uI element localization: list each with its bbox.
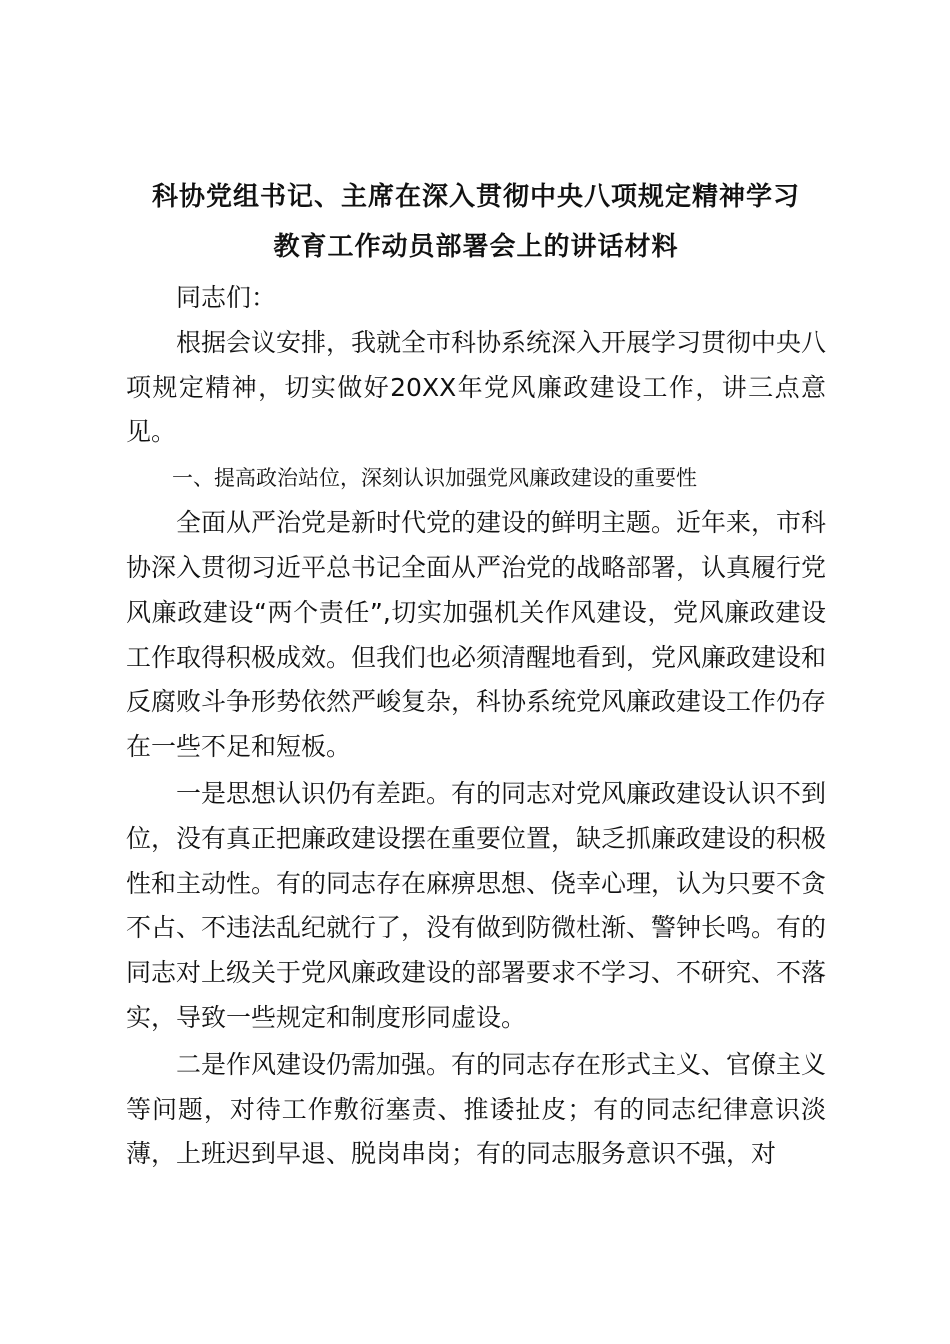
- section-heading: 一、提高政治站位，深刻认识加强党风廉政建设的重要性: [172, 466, 697, 491]
- document-title: [126, 172, 826, 272]
- body-paragraph: 二是作风建设仍需加强。有的同志存在形式主义、官僚主义等问题，对待工作敷衍塞责、推诿扯皮；有的同志纪律意识淡薄，上班迟到早退、脱岗串岗；有的同志服务意识不强，对: [126, 1049, 827, 1169]
- body-paragraph: 全面从严治党是新时代党的建设的鲜明主题。近年来，市科协深入贯彻习近平总书记全面从严治党的战略部署，认真履行党风廉政建设“两个责任”,切实加强机关作风建设，党风廉政建设工作取得积极成效。但我们也必须清醒地看到，党风廉政建设和反腐败斗争形势依然严峻复杂，科协系统党风廉政建设工作仍存在一些不足和短板。: [126, 508, 827, 762]
- title-line-2: 教育工作动员部署会上的讲话材料: [273, 232, 679, 262]
- greeting: 同志们：: [176, 283, 277, 312]
- title-line-1: 科协党组书记、主席在深入贯彻中央八项规定精神学习: [151, 182, 800, 212]
- body-paragraph: 一是思想认识仍有差距。有的同志对党风廉政建设认识不到位，没有真正把廉政建设摆在重要位置，缺乏抓廉政建设的积极性和主动性。有的同志存在麻痹思想、侥幸心理，认为只要不贪不占、不违法乱纪就行了，没有做到防微杜渐、警钟长鸣。有的同志对上级关于党风廉政建设的部署要求不学习、不研究、不落实，导致一些规定和制度形同虚设。: [126, 778, 827, 1032]
- document-body: [126, 172, 826, 1177]
- intro-paragraph: 根据会议安排，我就全市科协系统深入开展学习贯彻中央八项规定精神，切实做好20XX年党风廉政建设工作，讲三点意见。: [126, 327, 827, 447]
